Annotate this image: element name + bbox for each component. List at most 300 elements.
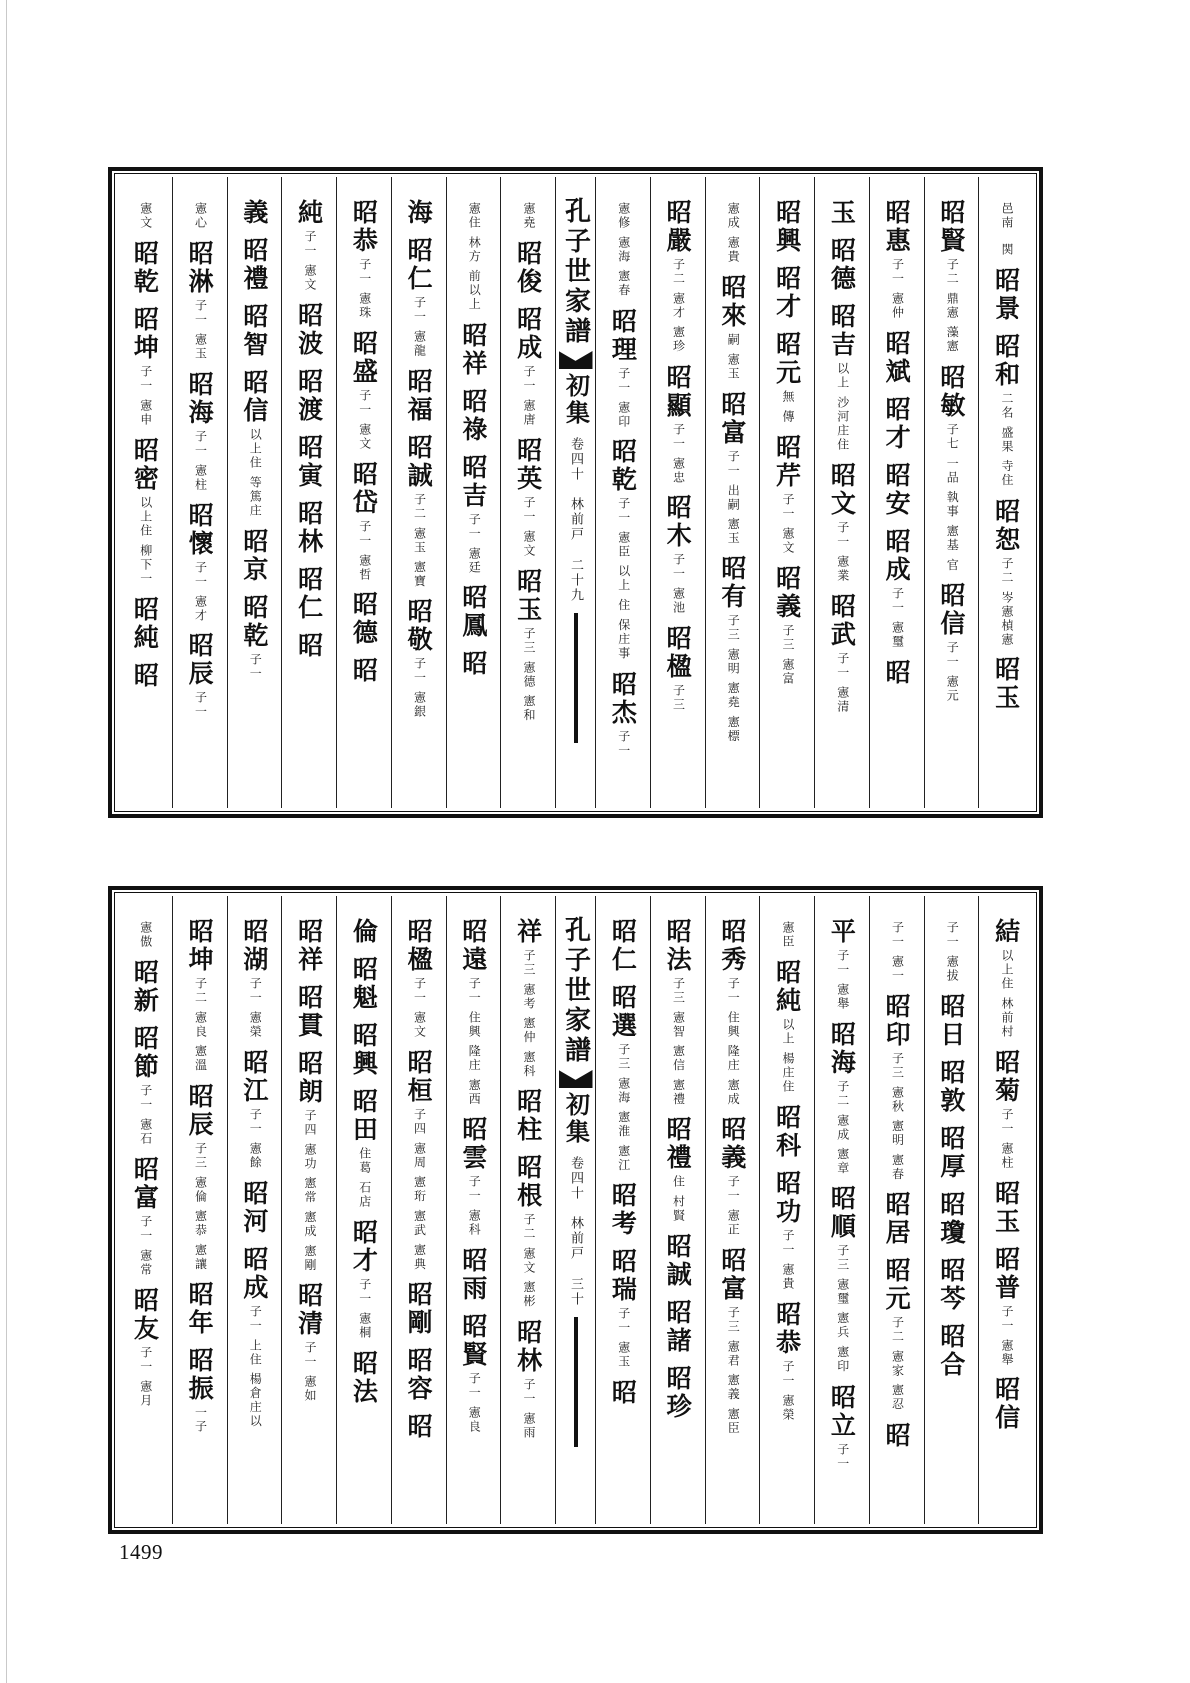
entry-note: 子一 憲拔	[945, 921, 960, 983]
person-name: 純	[294, 199, 324, 227]
person-name: 昭秀	[717, 918, 747, 974]
person-name: 昭富	[717, 390, 747, 447]
genealogy-entry	[772, 331, 802, 424]
person-name: 昭富	[130, 1155, 160, 1212]
entry-note: 子一 憲正	[726, 1175, 741, 1238]
entry-note: 子一 憲餘	[248, 1107, 263, 1170]
genealogy-entry	[130, 306, 160, 427]
fishtail-mark	[559, 351, 593, 369]
entry-note: 子一 憲榮	[781, 1359, 796, 1422]
entry-note: 憲住 林方 前以上	[467, 202, 482, 312]
genealogy-entry	[130, 661, 160, 690]
center-column	[555, 177, 595, 808]
person-name: 昭智	[239, 303, 269, 359]
genealogy-entry	[185, 632, 215, 720]
person-name: 昭林	[513, 1319, 543, 1376]
person-name: 昭玉	[513, 567, 543, 624]
genealogy-column	[924, 896, 979, 1524]
genealogy-entry	[239, 918, 269, 1039]
genealogy-entry	[999, 240, 1013, 257]
person-name: 昭英	[513, 436, 543, 493]
genealogy-column	[869, 896, 924, 1524]
person-name: 昭科	[772, 1103, 802, 1160]
entry-note: 子一 上住 楊倉庄以	[248, 1304, 263, 1429]
person-name: 昭	[349, 657, 379, 686]
person-name: 昭有	[717, 555, 747, 612]
person-name: 昭祥	[294, 918, 324, 974]
person-name: 昭信	[936, 581, 966, 638]
genealogy-entry	[185, 240, 215, 361]
genealogy-column	[336, 896, 391, 1524]
person-name: 昭芩	[936, 1256, 966, 1313]
person-name: 昭信	[239, 369, 269, 425]
genealogy-entry	[193, 199, 207, 230]
person-name: 昭柱	[513, 1088, 543, 1145]
genealogy-entry	[991, 656, 1021, 713]
genealogy-entry	[404, 1413, 434, 1442]
genealogy-entry	[185, 501, 215, 623]
genealogy-entry	[130, 1025, 160, 1146]
genealogy-entry	[239, 1048, 269, 1170]
genealogy-entry	[349, 657, 379, 686]
genealogy-entry	[936, 1058, 966, 1115]
genealogy-column	[118, 896, 172, 1524]
genealogy-entry	[772, 1300, 802, 1422]
genealogy-entry	[404, 199, 434, 227]
genealogy-column	[446, 177, 501, 808]
person-name: 昭賢	[936, 199, 966, 255]
genealogy-entry	[608, 307, 638, 429]
entry-note: 子一 憲文	[412, 977, 427, 1039]
genealogy-entry	[294, 433, 324, 490]
entry-note: 子一 出嗣 憲玉	[726, 449, 741, 546]
genealogy-entry	[991, 1376, 1021, 1433]
genealogy-entry	[294, 984, 324, 1040]
entry-note: 子三 憲君 憲義 憲臣	[726, 1306, 741, 1436]
person-name: 昭俊	[513, 240, 543, 296]
genealogy-column	[391, 896, 446, 1524]
person-name: 昭成	[513, 306, 543, 362]
genealogy-entry	[239, 1245, 269, 1429]
genealogy-entry	[294, 631, 324, 660]
genealogy-entry	[882, 1191, 912, 1248]
entry-note: 子一 憲璽	[890, 586, 905, 649]
person-name: 昭恭	[772, 1300, 802, 1357]
entry-note: 子一	[835, 1442, 850, 1471]
person-name: 昭吉	[458, 453, 488, 510]
person-name: 昭河	[239, 1179, 269, 1236]
person-name: 昭惠	[882, 199, 912, 255]
person-name: 昭雲	[458, 1116, 488, 1173]
person-name: 昭合	[936, 1322, 966, 1379]
person-name: 昭嚴	[663, 199, 693, 255]
genealogy-entry	[349, 1022, 379, 1078]
genealogy-entry	[663, 1233, 693, 1290]
genealogy-column	[650, 896, 705, 1524]
genealogy-entry	[130, 240, 160, 296]
entry-note: 子一 憲文	[303, 230, 318, 292]
entry-note: 子三 憲海 憲淮 憲江	[616, 1043, 631, 1173]
genealogy-entry	[239, 527, 269, 584]
entry-note: 一子	[193, 1406, 208, 1435]
genealogy-entry	[458, 918, 488, 1107]
entry-note: 子一 憲科	[467, 1175, 482, 1238]
person-name: 昭年	[185, 1281, 215, 1338]
genealogy-entry	[404, 1281, 434, 1338]
genealogy-entry	[130, 1155, 160, 1277]
person-name: 昭選	[608, 984, 638, 1040]
entry-note: 憲傲	[138, 921, 153, 949]
person-name: 昭仁	[404, 237, 434, 293]
genealogy-entry	[294, 1282, 324, 1404]
person-name: 昭元	[882, 1257, 912, 1314]
person-name: 昭德	[349, 591, 379, 648]
genealogy-entry	[936, 363, 966, 572]
genealogy-column	[281, 177, 336, 808]
genealogy-entry	[130, 959, 160, 1015]
genealogy-entry	[239, 593, 269, 681]
genealogy-entry	[882, 329, 912, 386]
panel-columns	[118, 896, 1033, 1524]
entry-note: 子一 憲貴	[781, 1228, 796, 1291]
person-name: 昭密	[130, 436, 160, 493]
genealogy-entry	[239, 369, 269, 518]
genealogy-entry	[663, 1365, 693, 1422]
entry-note: 子一	[248, 652, 263, 681]
book-title: 孔子世家譜	[560, 197, 591, 347]
person-name: 昭才	[349, 1218, 379, 1275]
entry-note: 子三 憲倫 憲恭 憲讓	[193, 1141, 208, 1272]
entry-note: 子一 憲雨	[522, 1378, 537, 1440]
genealogy-column	[118, 177, 172, 808]
entry-note: 子一 憲如	[303, 1341, 318, 1404]
genealogy-entry	[772, 1169, 802, 1291]
genealogy-entry	[185, 918, 215, 1073]
entry-note: 子一 憲舉	[835, 949, 850, 1011]
genealogy-entry	[663, 918, 693, 1107]
genealogy-entry	[827, 592, 857, 714]
entry-note: 子四 憲周 憲珩 憲武 憲典	[412, 1107, 427, 1272]
genealogy-entry	[991, 497, 1021, 647]
person-name: 昭玉	[991, 656, 1021, 713]
genealogy-column	[978, 177, 1033, 808]
person-name: 昭江	[239, 1048, 269, 1105]
entry-note: 子一 憲申	[138, 365, 153, 427]
genealogy-entry	[717, 1247, 747, 1436]
entry-note: 子三 憲智 憲信 憲禮	[671, 977, 686, 1107]
genealogy-entry	[458, 321, 488, 378]
genealogy-entry	[349, 1088, 379, 1209]
person-name: 昭波	[294, 301, 324, 358]
genealogy-entry	[458, 1116, 488, 1238]
scan-edge-line	[6, 0, 7, 1683]
entry-note: 子三	[671, 684, 686, 713]
genealogy-entry	[513, 1088, 543, 1145]
genealogy-entry	[663, 199, 693, 354]
genealogy-entry	[717, 555, 747, 744]
person-name: 昭景	[991, 267, 1021, 323]
person-name: 昭桓	[404, 1048, 434, 1105]
genealogy-entry	[936, 199, 966, 354]
entry-note: 住葛 石店	[357, 1147, 372, 1209]
genealogy-entry	[663, 494, 693, 616]
entry-note: 以上住 等篤庄	[248, 428, 263, 518]
person-name: 玉	[827, 199, 857, 227]
genealogy-entry	[936, 581, 966, 703]
person-name: 昭才	[882, 395, 912, 452]
entry-note: 子一 憲柱	[1000, 1107, 1015, 1170]
center-bar	[574, 613, 578, 743]
entry-note: 子一 憲銀	[412, 657, 427, 720]
genealogy-entry	[991, 333, 1021, 488]
person-name: 昭岱	[349, 460, 379, 517]
person-name: 昭恭	[349, 199, 379, 255]
person-name: 昭鳳	[458, 584, 488, 641]
genealogy-column	[172, 896, 227, 1524]
genealogy-entry	[991, 918, 1021, 1039]
genealogy-entry	[725, 199, 739, 264]
genealogy-column	[869, 177, 924, 808]
person-name: 昭	[130, 661, 160, 690]
entry-note: 子三 憲秋 憲明 憲春	[890, 1051, 905, 1182]
genealogy-entry	[608, 1379, 638, 1408]
genealogy-entry	[404, 367, 434, 424]
genealogy-entry	[663, 625, 693, 713]
person-name: 昭淋	[185, 240, 215, 296]
person-name: 昭敦	[936, 1058, 966, 1115]
volume-label: 卷四十 林前戸	[568, 1156, 583, 1261]
genealogy-entry	[138, 918, 152, 949]
genealogy-entry	[882, 395, 912, 452]
entry-note: 子一 憲清	[835, 651, 850, 714]
genealogy-entry	[827, 237, 857, 293]
person-name: 昭寅	[294, 433, 324, 490]
genealogy-entry	[936, 992, 966, 1049]
genealogy-entry	[772, 959, 802, 1094]
person-name: 昭興	[772, 199, 802, 255]
person-name: 昭仁	[608, 918, 638, 974]
genealogy-entry	[349, 1349, 379, 1406]
person-name: 昭德	[827, 237, 857, 293]
person-name: 結	[991, 918, 1021, 946]
genealogy-entry	[404, 1048, 434, 1272]
person-name: 昭和	[991, 333, 1021, 389]
entry-note: 邑南	[1000, 202, 1015, 230]
genealogy-entry	[185, 1347, 215, 1435]
genealogy-entry	[772, 265, 802, 321]
genealogy-entry	[827, 303, 857, 452]
genealogy-entry	[458, 650, 488, 679]
genealogy-entry	[294, 918, 324, 974]
genealogy-entry	[239, 237, 269, 293]
genealogy-entry	[936, 1322, 966, 1379]
person-name: 昭功	[772, 1169, 802, 1226]
person-name: 昭根	[513, 1154, 543, 1211]
entry-note: 憲修 憲海 憲春	[616, 202, 631, 298]
genealogy-entry	[827, 1185, 857, 1374]
genealogy-entry	[936, 1190, 966, 1247]
entry-note: 憲心	[193, 202, 208, 230]
genealogy-entry	[513, 306, 543, 427]
person-name: 昭祿	[458, 387, 488, 444]
genealogy-entry	[827, 461, 857, 583]
person-name: 昭諸	[663, 1299, 693, 1356]
person-name: 昭雨	[458, 1247, 488, 1304]
person-name: 昭理	[608, 307, 638, 364]
person-name: 昭純	[772, 959, 802, 1015]
genealogy-entry	[294, 367, 324, 424]
genealogy-entry	[608, 670, 638, 758]
person-name: 昭海	[185, 370, 215, 427]
person-name: 昭印	[882, 992, 912, 1049]
genealogy-entry	[239, 199, 269, 227]
person-name: 昭恕	[991, 497, 1021, 554]
entry-note: 憲成 憲貴	[726, 202, 741, 264]
entry-note: 子一 憲池	[671, 553, 686, 616]
genealogy-entry	[404, 433, 434, 589]
genealogy-entry	[991, 1048, 1021, 1170]
person-name: 昭順	[827, 1185, 857, 1242]
entry-note: 子一 憲珠	[357, 258, 372, 320]
person-name: 昭遠	[458, 918, 488, 974]
genealogy-column	[759, 896, 814, 1524]
genealogy-entry	[185, 1082, 215, 1272]
entry-note: 二名 盛果 寺住	[1000, 392, 1015, 488]
entry-note: 子一 憲玉	[193, 299, 208, 361]
folio-number: 三十	[568, 1277, 583, 1307]
person-name: 倫	[349, 918, 379, 946]
entry-note: 子一 憲印	[616, 366, 631, 429]
center-bar	[574, 1317, 578, 1447]
genealogy-entry	[999, 199, 1013, 230]
person-name: 昭杰	[608, 670, 638, 727]
entry-note: 関	[1000, 243, 1015, 257]
center-column	[555, 896, 595, 1524]
genealogy-column	[446, 896, 501, 1524]
person-name: 昭考	[608, 1182, 638, 1239]
genealogy-entry	[991, 267, 1021, 323]
genealogy-column	[391, 177, 446, 808]
entry-note: 子一 住興 隆庄 憲西	[467, 977, 482, 1107]
panel-columns	[118, 177, 1033, 808]
person-name: 昭斌	[882, 329, 912, 386]
genealogy-entry	[294, 1050, 324, 1273]
person-name: 昭敬	[404, 598, 434, 655]
genealogy-entry	[944, 918, 958, 983]
entry-note: 子二 憲才 憲珍	[671, 258, 686, 354]
entry-note: 以上住 林前村	[1000, 949, 1015, 1039]
entry-note: 子一 憲桐	[357, 1277, 372, 1340]
genealogy-entry	[936, 1256, 966, 1313]
person-name: 昭楹	[404, 918, 434, 974]
genealogy-panel-bottom	[108, 886, 1043, 1534]
person-name: 昭楹	[663, 625, 693, 682]
person-name: 昭林	[294, 499, 324, 556]
genealogy-entry	[827, 1383, 857, 1471]
person-name: 平	[827, 918, 857, 946]
person-name: 昭	[882, 1421, 912, 1450]
genealogy-column	[650, 177, 705, 808]
person-name: 昭敏	[936, 363, 966, 420]
genealogy-entry	[780, 918, 794, 949]
entry-note: 子一 憲仲	[890, 258, 905, 320]
person-name: 昭來	[717, 273, 747, 330]
person-name: 昭振	[185, 1347, 215, 1404]
person-name: 昭日	[936, 992, 966, 1049]
entry-note: 子一 憲唐	[522, 365, 537, 427]
genealogy-entry	[616, 199, 630, 298]
entry-note: 以上 楊庄住	[781, 1018, 796, 1094]
genealogy-entry	[130, 595, 160, 652]
entry-note: 子二 憲家 憲忍	[890, 1316, 905, 1412]
genealogy-entry	[130, 436, 160, 586]
genealogy-entry	[717, 1116, 747, 1238]
person-name: 昭清	[294, 1282, 324, 1339]
entry-note: 子一 憲文	[781, 492, 796, 555]
genealogy-column	[595, 896, 650, 1524]
entry-note: 子一 憲廷	[467, 512, 482, 575]
entry-note: 子三 憲富	[781, 623, 796, 686]
person-name: 昭木	[663, 494, 693, 551]
entry-note: 子一 憲文	[522, 495, 537, 558]
person-name: 昭玉	[991, 1179, 1021, 1236]
genealogy-entry	[404, 598, 434, 720]
genealogy-entry	[882, 199, 912, 320]
entry-note: 子一 憲一	[890, 921, 905, 983]
genealogy-entry	[991, 1179, 1021, 1236]
genealogy-entry	[513, 567, 543, 723]
entry-note: 子一 憲臣 以上 住 保庄事	[616, 497, 631, 661]
person-name: 昭乾	[239, 593, 269, 650]
genealogy-entry	[294, 301, 324, 358]
collection-title: 初集	[561, 1092, 591, 1146]
genealogy-entry	[349, 591, 379, 648]
entry-note: 子一	[616, 729, 631, 758]
genealogy-entry	[458, 1313, 488, 1435]
genealogy-entry	[608, 984, 638, 1173]
genealogy-entry	[882, 1257, 912, 1412]
genealogy-entry	[458, 584, 488, 641]
genealogy-column	[500, 896, 555, 1524]
entry-note: 憲堯	[522, 202, 537, 230]
entry-note: 子一 憲業	[835, 520, 850, 583]
genealogy-entry	[185, 1281, 215, 1338]
person-name: 昭新	[130, 959, 160, 1015]
entry-note: 子二 憲玉 憲寶	[412, 492, 427, 589]
genealogy-column	[705, 177, 760, 808]
person-name: 昭菊	[991, 1048, 1021, 1105]
genealogy-panel-top	[108, 167, 1043, 818]
person-name: 昭普	[991, 1245, 1021, 1302]
genealogy-column	[705, 896, 760, 1524]
entry-note: 子二 憲成 憲章	[835, 1079, 850, 1176]
entry-note: 子一 憲文	[357, 388, 372, 451]
genealogy-entry	[513, 436, 543, 558]
genealogy-entry	[608, 918, 638, 974]
person-name: 昭義	[717, 1116, 747, 1173]
folio-number: 二十九	[568, 558, 583, 603]
genealogy-entry	[239, 1179, 269, 1236]
genealogy-entry	[349, 918, 379, 946]
person-name: 昭法	[349, 1349, 379, 1406]
genealogy-column	[281, 896, 336, 1524]
genealogy-entry	[294, 499, 324, 556]
genealogy-entry	[404, 237, 434, 358]
genealogy-entry	[772, 564, 802, 686]
genealogy-entry	[513, 918, 543, 1079]
genealogy-column	[978, 896, 1033, 1524]
person-name: 昭朗	[294, 1050, 324, 1106]
